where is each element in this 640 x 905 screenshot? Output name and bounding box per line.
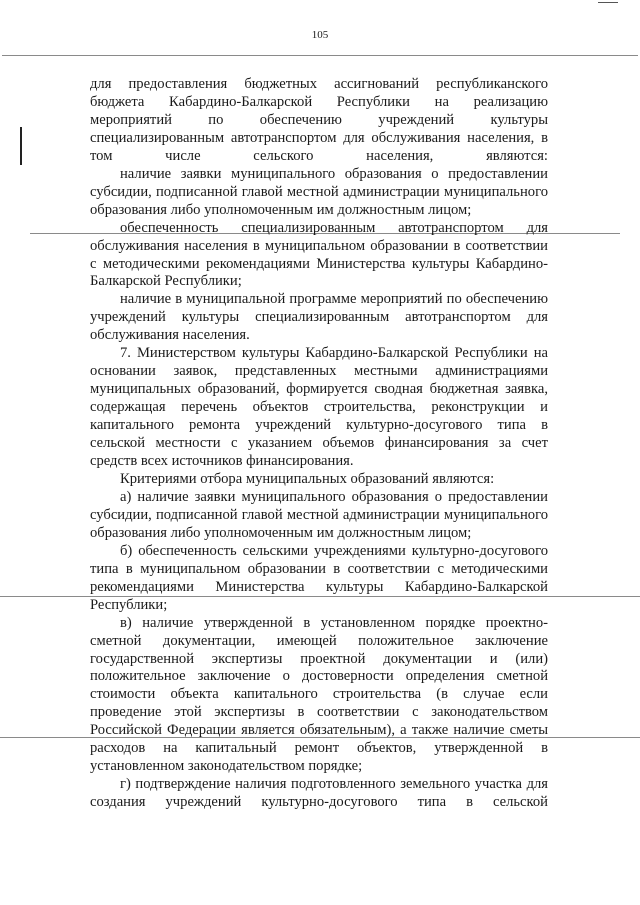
document-body (90, 76, 548, 812)
paragraph-criterion-b: б) обеспеченность сельскими учреждениями культурно-досугового типа в муниципальном образовании в соответствии с методическими рекомендациями Министерства культуры Кабардино-Балкарской Республики; (90, 542, 548, 613)
paragraph-selection-criteria: Критериями отбора муниципальных образований являются: (120, 470, 495, 487)
margin-mark-bar (20, 127, 22, 165)
scan-fold-line-top (2, 55, 638, 56)
paragraph-intro: для предоставления бюджетных ассигнований республиканского бюджета Кабардино-Балкарской Республики на реализацию мероприятий по обеспечению учреждений культуры специализированным автотранспортом для обслуживания населения, в том числе сельского населения, являются: (90, 76, 548, 164)
paragraph-criterion-application: наличие заявки муниципального образования о предоставлении субсидии, подписанной главой местной администрации муниципального образования либо уполномоченным им должностным лицом; (90, 165, 548, 218)
paragraph-criterion-program: наличие в муниципальной программе мероприятий по обеспечению учреждений культуры специализированным автотранспортом для обслуживания населения. (90, 291, 548, 344)
paragraph-item-7: 7. Министерством культуры Кабардино-Балкарской Республики на основании заявок, представленных местными администрациями муниципальных образований, формируется сводная бюджетная заявка, содержащая перечень объектов строительства, реконструкции и капитального ремонта учреждений культурно-досугового типа в сельской местности с указанием объемов финансирования за счет средств всех источников финансирования. (90, 345, 548, 470)
paragraph-criterion-transport: обеспеченность специализированным автотранспортом для обслуживания населения в муниципальном образовании в соответствии с методическими рекомендациями Министерства культуры Кабардино-Балкарской Республики; (90, 219, 548, 290)
paragraph-criterion-v: в) наличие утвержденной в установленном порядке проектно-сметной документации, имеющей положительное заключение государственной экспертизы проектной документации и (или) положительное заключение о достоверности определения сметной стоимости объекта капитального строительства (в случае если проведение этой экспертизы в соответствии с законодательством Российской Федерации является обязательным), а также наличие сметы расходов на капитальный ремонт объектов, утвержденной в установленном законодательством порядке; (90, 614, 548, 775)
page-number: 105 (311, 29, 329, 41)
corner-scan-mark (598, 2, 618, 5)
paragraph-criterion-a: а) наличие заявки муниципального образования о предоставлении субсидии, подписанной главой местной администрации муниципального образования либо уполномоченным им должностным лицом; (90, 488, 548, 541)
paragraph-criterion-g: г) подтверждение наличия подготовленного земельного участка для создания учреждений культурно-досугового типа в сельской (90, 776, 548, 811)
